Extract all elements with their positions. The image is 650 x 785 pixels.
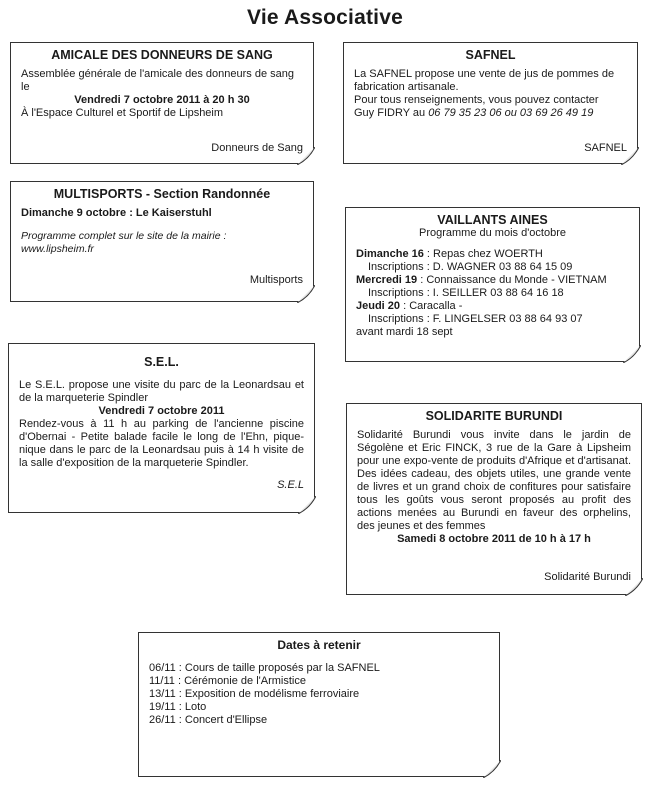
safnel-offer: La SAFNEL propose une vente de jus de pommes de fabrication artisanale. — [354, 68, 615, 93]
multisports-program: Programme complet sur le site de la mairie : — [21, 230, 227, 242]
burundi-notice — [346, 403, 642, 595]
page-curl-icon — [621, 147, 639, 165]
list-item: 06/11 : Cours de taille proposés par la SAFNEL — [149, 662, 380, 674]
vaillants-desc: : Connaissance du Monde - VIETNAM — [417, 274, 607, 286]
dates-notice — [138, 632, 500, 777]
safnel-phones: 06 79 35 23 06 ou 03 69 26 49 19 — [428, 107, 594, 119]
vaillants-item — [356, 300, 629, 313]
vaillants-day: Mercredi 19 — [356, 274, 418, 286]
sel-notice — [8, 343, 315, 513]
burundi-body: Solidarité Burundi vous invite dans le jardin de Ségolène et Eric FINCK, 3 rue de la Gare à Lipsheim pour une expo-vente de produits d'Afrique et d'artisanat. Des idées cadeau, des objets utiles, une grande vente de livres et un grand choix de confitures pour satisfaire tous les goûts vous seront proposés au profit des actions menées au Burundi en faveur des orphelins, des jeunes et des femmes — [357, 429, 631, 532]
vaillants-header: VAILLANTS AINES — [437, 213, 548, 227]
list-item: 13/11 : Exposition de modélisme ferroviaire — [149, 688, 360, 700]
vaillants-notice — [345, 207, 640, 362]
amicale-notice — [10, 42, 314, 164]
page-curl-icon — [297, 147, 315, 165]
page-curl-icon — [625, 578, 643, 596]
sel-signature: S.E.L — [277, 479, 304, 491]
safnel-contact-intro: Pour tous renseignements, vous pouvez contacter — [354, 94, 599, 106]
dates-header: Dates à retenir — [277, 638, 361, 652]
list-item: 26/11 : Concert d'Ellipse — [149, 714, 268, 726]
amicale-date: Vendredi 7 octobre 2011 à 20 h 30 — [74, 94, 250, 106]
sel-intro: Le S.E.L. propose une visite du parc de la Leonardsau et de la marqueterie Spindler — [19, 379, 304, 404]
sel-body: Rendez-vous à 11 h au parking de l'ancienne piscine d'Obernai - Petite balade facile le long de l'Ehn, pique-nique dans le parc de la Leonardsau puis à 14 h visite de la salle d'exposition de la marqueterie Spindler. — [19, 418, 304, 469]
multisports-signature: Multisports — [249, 274, 303, 286]
page-curl-icon — [623, 345, 641, 363]
list-item: 19/11 : Loto — [149, 701, 207, 713]
vaillants-item — [356, 274, 629, 287]
safnel-signature: SAFNEL — [584, 142, 627, 154]
vaillants-inscription: Inscriptions : D. WAGNER 03 88 64 15 09 — [368, 261, 573, 273]
vaillants-desc: : Caracalla - — [400, 300, 463, 312]
amicale-place: À l'Espace Culturel et Sportif de Lipsheim — [21, 107, 224, 119]
amicale-header: AMICALE DES DONNEURS DE SANG — [51, 48, 273, 62]
safnel-contact-name: Guy FIDRY au — [354, 107, 429, 119]
multisports-event: Dimanche 9 octobre : Le Kaiserstuhl — [21, 207, 212, 219]
vaillants-item — [356, 248, 629, 261]
sel-header: S.E.L. — [144, 355, 179, 369]
burundi-date: Samedi 8 octobre 2011 de 10 h à 17 h — [397, 533, 591, 545]
vaillants-inscription: Inscriptions : I. SEILLER 03 88 64 16 18 — [368, 287, 564, 299]
vaillants-day: Jeudi 20 — [356, 300, 401, 312]
vaillants-desc: : Repas chez WOERTH — [423, 248, 543, 260]
vaillants-deadline: avant mardi 18 sept — [356, 326, 453, 338]
burundi-header: SOLIDARITE BURUNDI — [425, 409, 563, 423]
amicale-intro: Assemblée générale de l'amicale des donneurs de sang le — [21, 68, 294, 93]
safnel-contact — [354, 107, 627, 120]
vaillants-inscription: Inscriptions : F. LINGELSER 03 88 64 93 07 — [368, 313, 583, 325]
safnel-header: SAFNEL — [465, 48, 516, 62]
page-title: Vie Associative — [247, 6, 403, 29]
burundi-signature: Solidarité Burundi — [544, 571, 631, 583]
dates-list — [149, 662, 489, 727]
multisports-header: MULTISPORTS - Section Randonnée — [53, 187, 271, 201]
vaillants-day: Dimanche 16 — [356, 248, 424, 260]
list-item: 11/11 : Cérémonie de l'Armistice — [149, 675, 306, 687]
vaillants-subheader: Programme du mois d'octobre — [419, 227, 566, 239]
multisports-notice — [10, 181, 314, 302]
page-curl-icon — [298, 496, 316, 514]
safnel-notice — [343, 42, 638, 164]
multisports-website: www.lipsheim.fr — [21, 243, 94, 255]
page-curl-icon — [483, 760, 501, 778]
amicale-signature: Donneurs de Sang — [211, 142, 303, 154]
sel-date: Vendredi 7 octobre 2011 — [98, 405, 225, 417]
page-curl-icon — [297, 285, 315, 303]
